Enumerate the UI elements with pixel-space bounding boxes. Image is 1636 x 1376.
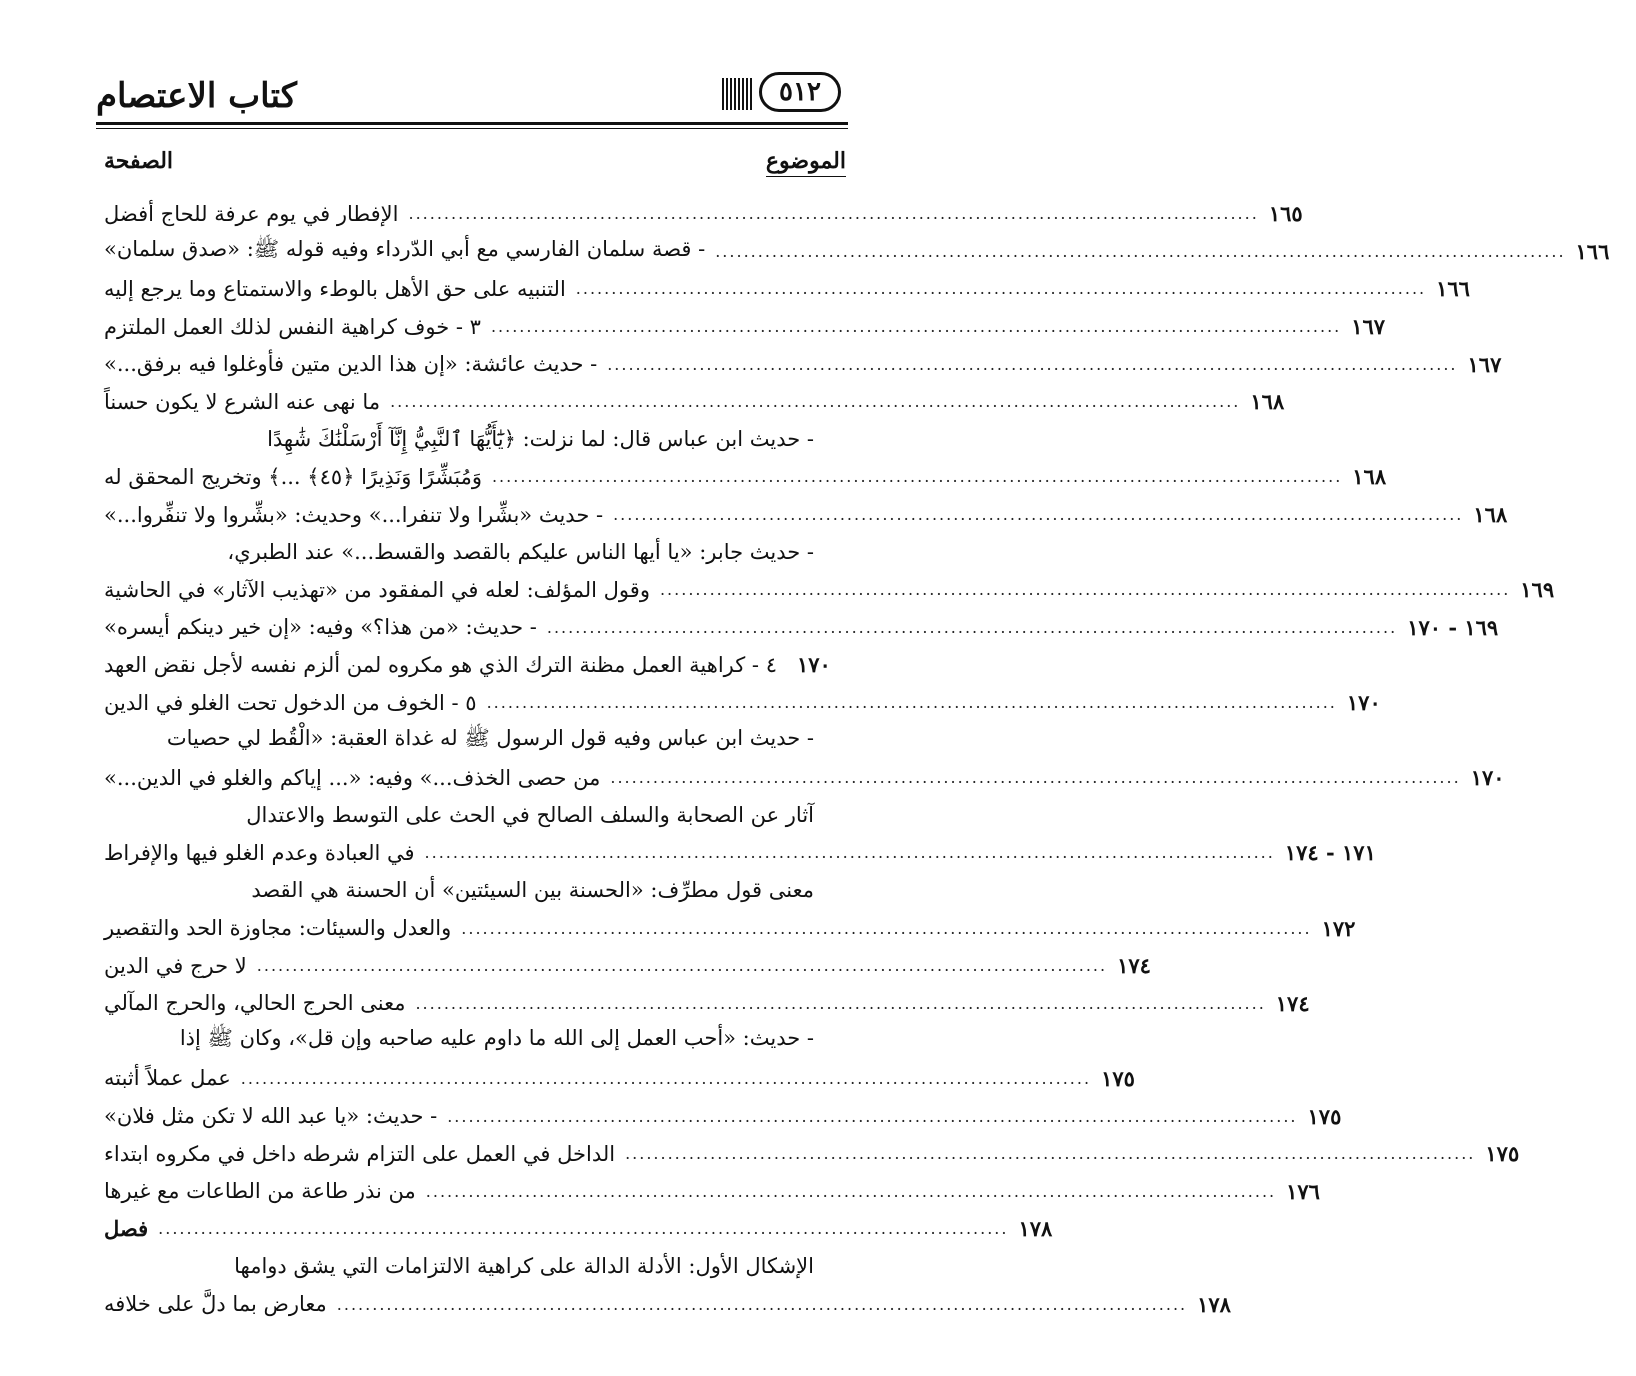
toc-entry-text: معنى قول مطرِّف: «الحسنة بين السيئتين» أن الحسنة هي القصد (251, 878, 814, 903)
dot-leader: ........................................................................................................................ (491, 467, 1343, 487)
toc-entry-page: ١٧٨ (1018, 1216, 1053, 1242)
toc-entry (104, 458, 1387, 496)
toc-entry-text: - حديث ابن عباس قال: لما نزلت: ﴿يَٰٓأَيُّهَا ٱلنَّبِيُّ إِنَّآ أَرْسَلْنَٰكَ شَٰهِدًا (267, 427, 814, 452)
toc-entry (104, 872, 814, 910)
dot-leader: ........................................................................................................................ (425, 1181, 1277, 1201)
toc-entry-page: ١٦٩ - ١٧٠ (1407, 614, 1499, 640)
toc-entry (104, 571, 1555, 609)
toc-entry (104, 496, 1508, 534)
dot-leader: ........................................................................................................................ (613, 505, 1464, 525)
toc-entry-text: من حصى الخذف...» وفيه: «... إياكم والغلو في الدين...» (104, 765, 601, 790)
running-header (96, 66, 848, 126)
toc-entry-text: فصل (104, 1216, 149, 1242)
dot-leader: ........................................................................................................................ (424, 843, 1275, 863)
toc-entry (104, 1097, 1342, 1135)
toc-entry-page: ١٦٩ (1520, 577, 1555, 603)
toc-entry-text: - حديث: «من هذا؟» وفيه: «إن خير دينكم أيسره» (104, 615, 537, 640)
toc-entry (104, 797, 814, 835)
toc-entry-page: ١٦٨ (1352, 464, 1387, 490)
toc-entry (104, 383, 1285, 421)
dot-leader: ........................................................................................................................ (336, 1294, 1188, 1314)
dot-leader: ........................................................................................................................ (415, 993, 1266, 1013)
toc-entry-page: ١٧٠ (1346, 690, 1381, 716)
toc-entry-text: ٥ - الخوف من الدخول تحت الغلو في الدين (104, 690, 477, 715)
dot-leader: ........................................................................................................................ (715, 241, 1566, 261)
toc-entry-text: عمل عملاً أثبته (104, 1066, 231, 1091)
header-rule (96, 122, 848, 125)
toc-entry-page: ١٧٥ (1307, 1103, 1342, 1129)
toc-entry-page: ١٦٧ (1467, 351, 1502, 377)
toc-entry (104, 1285, 1231, 1323)
toc-entry-page: ١٧٠ (1470, 765, 1505, 791)
toc-entry-text: الإشكال الأول: الأدلة الدالة على كراهية الالتزامات التي يشق دوامها (234, 1254, 814, 1279)
page-number: ٥١٢ (759, 72, 841, 112)
toc-entry-text: التنبيه على حق الأهل بالوطء والاستمتاع وما يرجع إليه (104, 276, 566, 301)
dot-leader: ........................................................................................................................ (158, 1219, 1009, 1239)
toc-entry-page: ١٧١ - ١٧٤ (1284, 840, 1376, 866)
toc-entry-text: والعدل والسيئات: مجاوزة الحد والتقصير (104, 916, 452, 941)
toc-entry (104, 609, 1499, 647)
toc-entry-text: ما نهى عنه الشرع لا يكون حسناً (104, 389, 381, 414)
toc-entry-text: وقول المؤلف: لعله في المفقود من «تهذيب الآثار» في الحاشية (104, 577, 650, 602)
toc-entry-page: ١٧٠ (797, 652, 831, 678)
toc-entry (104, 233, 1610, 271)
toc-entry (104, 421, 814, 459)
toc-entry (104, 345, 1502, 383)
toc-entry-page: ١٦٦ (1436, 276, 1470, 302)
toc-entry-text: ٤ - كراهية العمل مظنة الترك الذي هو مكروه لمن ألزم نفسه لأجل نقض العهد (104, 652, 777, 677)
toc-entry-text: - حديث عائشة: «إن هذا الدين متين فأوغلوا فيه برفق...» (104, 352, 598, 377)
dot-leader: ........................................................................................................................ (659, 580, 1511, 600)
toc-entry-text: في العبادة وعدم الغلو فيها والإفراط (104, 840, 415, 865)
table-of-contents (104, 195, 1610, 1323)
toc-entry-page: ١٧٤ (1117, 953, 1151, 979)
toc-entry (104, 1172, 1320, 1210)
toc-entry (104, 195, 1303, 233)
toc-entry-page: ١٧٥ (1485, 1141, 1520, 1167)
dot-leader: ........................................................................................................................ (607, 354, 1458, 374)
toc-entry (104, 1135, 1520, 1173)
dot-leader: ........................................................................................................................ (575, 279, 1427, 299)
toc-entry-text: - قصة سلمان الفارسي مع أبي الدّرداء وفيه قوله ﷺ: «صدق سلمان» (104, 236, 706, 261)
toc-entry (104, 308, 1386, 346)
dot-leader: ........................................................................................................................ (240, 1068, 1092, 1088)
toc-entry-text: معنى الحرج الحالي، والحرج المآلي (104, 991, 406, 1016)
column-header-subject: الموضوع (766, 148, 846, 177)
toc-entry-text: لا حرج في الدين (104, 953, 247, 978)
toc-entry-page: ١٦٦ (1575, 238, 1610, 264)
toc-entry (104, 1210, 1053, 1248)
toc-entry (104, 759, 1505, 797)
toc-entry-page: ١٦٧ (1351, 314, 1386, 340)
toc-entry-text: معارض بما دلَّ على خلافه (104, 1292, 327, 1317)
toc-entry (104, 984, 1310, 1022)
dot-leader: ........................................................................................................................ (447, 1106, 1298, 1126)
toc-entry (104, 721, 814, 759)
toc-entry-text: - حديث: «أحب العمل إلى الله ما داوم عليه صاحبه وإن قل»، وكان ﷺ إذا (179, 1026, 814, 1051)
column-header-page: الصفحة (104, 148, 174, 174)
dot-leader: ........................................................................................................................ (461, 918, 1312, 938)
toc-entry (104, 1022, 814, 1060)
header-rule-thin (96, 128, 848, 129)
toc-entry (104, 909, 1356, 947)
book-title: كتاب الاعتصام (96, 76, 297, 116)
dot-leader: ........................................................................................................................ (490, 317, 1342, 337)
dot-leader: ........................................................................................................................ (625, 1144, 1476, 1164)
toc-entry-text: - حديث «بشِّرا ولا تنفرا...» وحديث: «بشِّروا ولا تنفِّروا...» (104, 502, 604, 527)
toc-entry (104, 646, 831, 684)
dot-leader: ........................................................................................................................ (546, 617, 1398, 637)
toc-entry-text: الداخل في العمل على التزام شرطه داخل في مكروه ابتداء (104, 1141, 616, 1166)
toc-entry (104, 684, 1381, 722)
toc-entry (104, 533, 814, 571)
dot-leader: ........................................................................................................................ (408, 204, 1259, 224)
toc-entry-text: الإفطار في يوم عرفة للحاج أفضل (104, 201, 399, 226)
toc-entry-page: ١٦٥ (1268, 201, 1303, 227)
toc-entry-text: - حديث جابر: «يا أيها الناس عليكم بالقصد والقسط...» عند الطبري، (227, 540, 814, 565)
dot-leader: ........................................................................................................................ (390, 392, 1241, 412)
toc-entry-page: ١٧٤ (1275, 990, 1310, 1016)
toc-entry-text: وَمُبَشِّرًا وَنَذِيرًا ﴿٤٥﴾ ...﴾ وتخريج المحقق له (104, 464, 482, 489)
toc-entry (104, 270, 1470, 308)
toc-entry-text: - حديث: «يا عبد الله لا تكن مثل فلان» (104, 1104, 438, 1129)
toc-entry-page: ١٧٦ (1286, 1178, 1320, 1204)
toc-entry-text: ٣ - خوف كراهية النفس لذلك العمل الملتزم (104, 314, 481, 339)
toc-entry-text: من نذر طاعة من الطاعات مع غيرها (104, 1179, 416, 1204)
toc-entry-text: - حديث ابن عباس وفيه قول الرسول ﷺ له غداة العقبة: «الْقُط لي حصيات (166, 725, 814, 750)
toc-entry-page: ١٧٢ (1321, 915, 1356, 941)
toc-entry-page: ١٦٨ (1473, 502, 1508, 528)
toc-entry (104, 1248, 814, 1286)
toc-entry (104, 834, 1376, 872)
toc-entry-text: آثار عن الصحابة والسلف الصالح في الحث على التوسط والاعتدال (246, 803, 814, 828)
dot-leader: ........................................................................................................................ (256, 956, 1108, 976)
toc-entry-page: ١٧٥ (1101, 1065, 1135, 1091)
toc-entry-page: ١٦٨ (1250, 389, 1285, 415)
toc-entry-page: ١٧٨ (1197, 1291, 1231, 1317)
dot-leader: ........................................................................................................................ (486, 693, 1337, 713)
page-number-badge (752, 70, 848, 114)
toc-entry (104, 947, 1151, 985)
header-ornament (722, 78, 752, 110)
dot-leader: ........................................................................................................................ (610, 768, 1461, 788)
toc-entry (104, 1060, 1135, 1098)
